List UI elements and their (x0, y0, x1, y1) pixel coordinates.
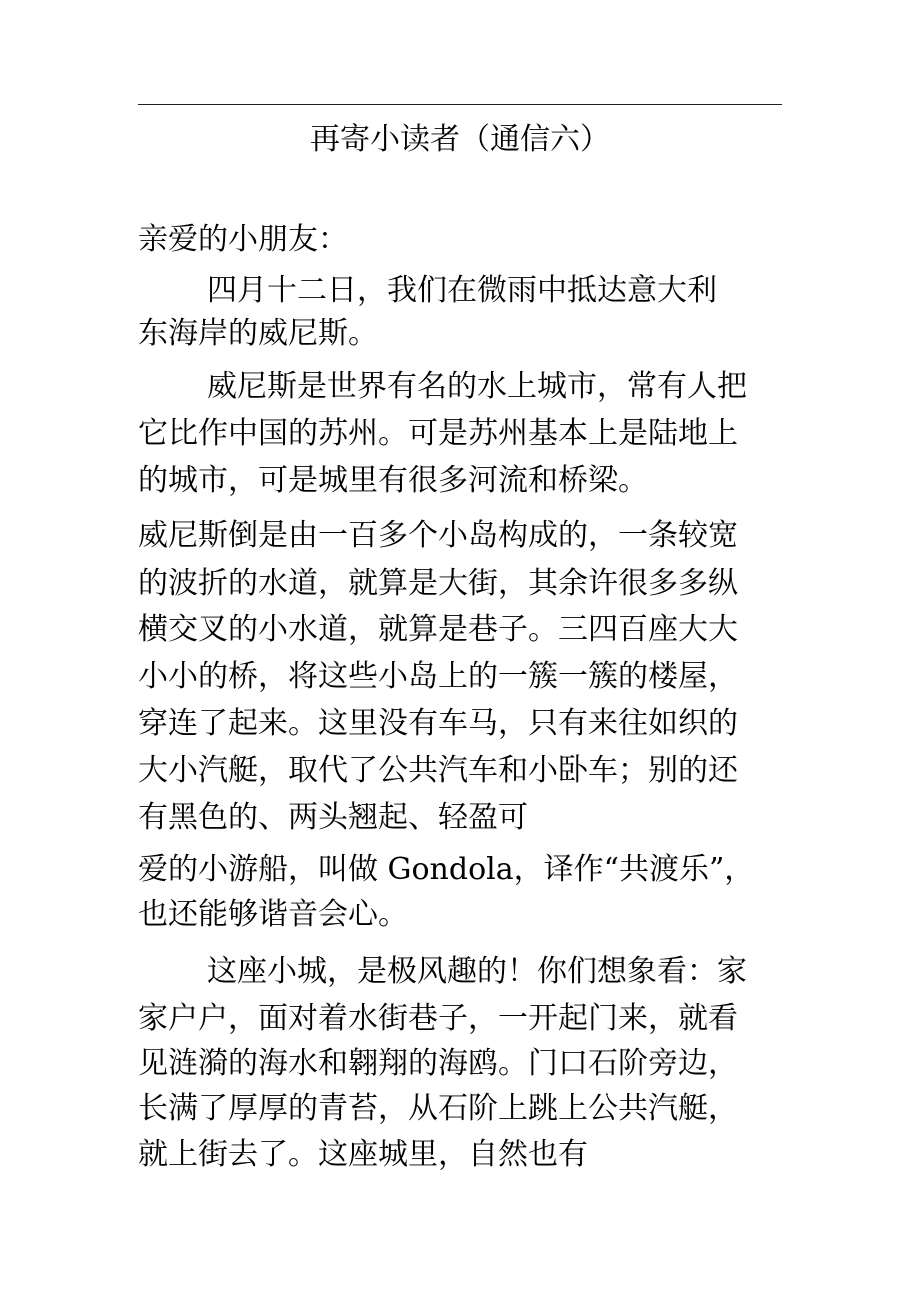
text-line: 它比作中国的苏州。可是苏州基本上是陆地上 (138, 416, 738, 451)
text-line: 就上街去了。这座城里，自然也有 (138, 1137, 588, 1172)
document-title: 再寄小读者（通信六） (310, 122, 610, 157)
text-line: 穿连了起来。这里没有车马，只有来往如织的 (138, 706, 738, 741)
text-line: 有黑色的、两头翘起、轻盈可 (138, 800, 528, 835)
text-line: 威尼斯倒是由一百多个小岛构成的，一条较宽 (138, 518, 738, 553)
text-line: 四月十二日，我们在微雨中抵达意大利 (207, 273, 717, 308)
text-line: 家户户，面对着水街巷子，一开起门来，就看 (138, 1001, 738, 1036)
header-rule (138, 104, 782, 105)
text-line: 小小的桥，将这些小岛上的一簇一簇的楼屋， (138, 659, 738, 694)
text-line: 横交叉的小水道，就算是巷子。三四百座大大 (138, 612, 738, 647)
text-line: 见涟漪的海水和翱翔的海鸥。门口石阶旁边， (138, 1046, 738, 1081)
text-line: 的波折的水道，就算是大街，其余许很多多纵 (138, 566, 738, 601)
text-line: 大小汽艇，取代了公共汽车和小卧车；别的还 (138, 753, 738, 788)
text-line: 东海岸的威尼斯。 (138, 316, 378, 351)
text-line: 也还能够谐音会心。 (138, 897, 408, 932)
text-line: 这座小城，是极风趣的！你们想象看：家 (207, 954, 747, 989)
text-line: 的城市，可是城里有很多河流和桥梁。 (138, 463, 648, 498)
salutation: 亲爱的小朋友： (138, 222, 348, 257)
text-line: 爱的小游船，叫做 Gondola，译作“共渡乐”， (138, 852, 755, 887)
text-line: 威尼斯是世界有名的水上城市，常有人把 (207, 369, 747, 404)
text-line: 长满了厚厚的青苔，从石阶上跳上公共汽艇， (138, 1091, 738, 1126)
